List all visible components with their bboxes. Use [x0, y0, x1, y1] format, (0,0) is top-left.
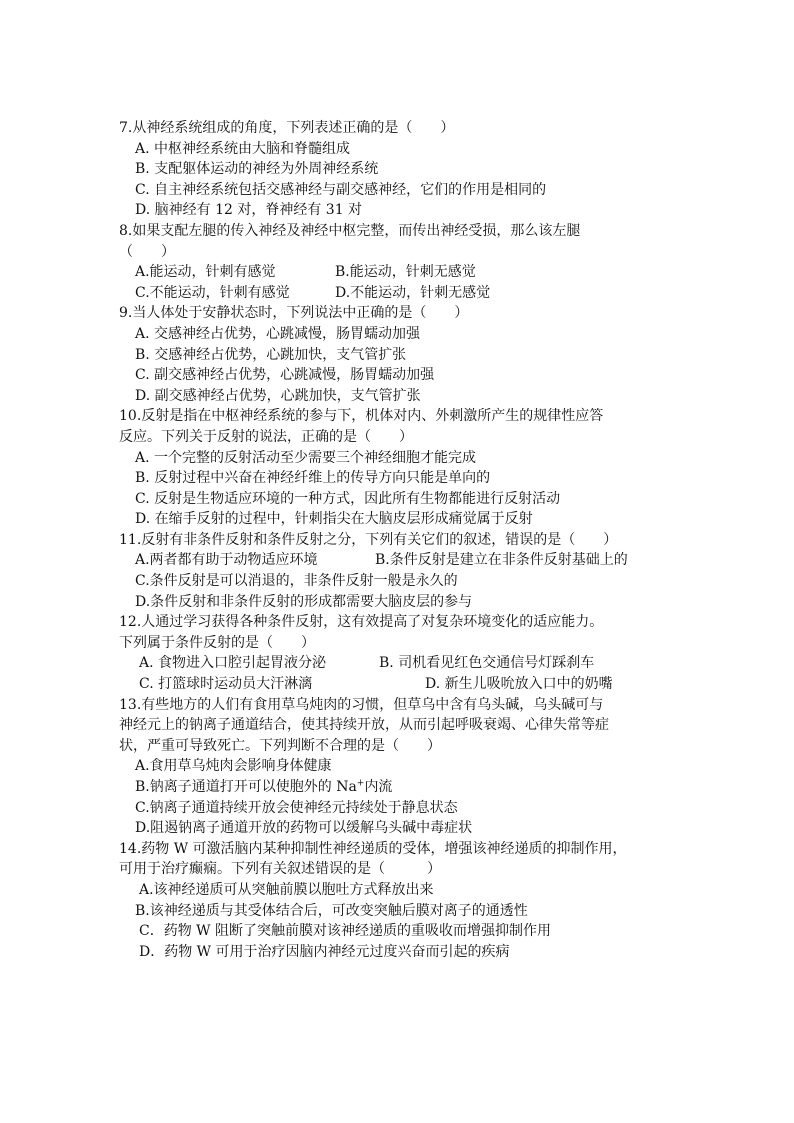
question-7-option-b: B. 支配躯体运动的神经为外周神经系统: [135, 161, 379, 178]
question-12-option-c: C. 打篮球时运动员大汗淋漓: [139, 676, 313, 693]
question-10-option-b: B. 反射过程中兴奋在神经纤维上的传导方向只能是单向的: [135, 470, 491, 487]
sodium-charge-superscript: +: [356, 778, 365, 789]
question-13-option-c: C.钠离子通道持续开放会使神经元持续处于静息状态: [135, 799, 458, 816]
question-12-option-a: A. 食物进入口腔引起胃液分泌: [139, 655, 327, 672]
question-7-stem: 7.从神经系统组成的角度，下列表述正确的是（ ）: [119, 120, 455, 136]
question-9-option-d: D. 副交感神经占优势，心跳加快，支气管扩张: [135, 387, 421, 404]
question-list: [119, 118, 689, 962]
question-9-stem: 9.当人体处于安静状态时，下列说法中正确的是（ ）: [119, 305, 469, 322]
question-11-option-d: D.条件反射和非条件反射的形成都需要大脑皮层的参与: [135, 593, 473, 610]
question-11-options-row-1: [135, 550, 689, 571]
question-12-stem-cont: 下列属于条件反射的是（ ）: [119, 634, 315, 651]
question-12-options-row-1: [139, 653, 689, 674]
question-14-option-a: A.该神经递质可从突触前膜以胞吐方式释放出来: [139, 881, 434, 898]
question-12-option-b: B. 司机看见红色交通信号灯踩刹车: [379, 655, 595, 672]
question-14-option-c: C．药物 W 阻断了突触前膜对该神经递质的重吸收而增强抑制作用: [139, 923, 552, 940]
question-7-option-a: A. 中枢神经系统由大脑和脊髓组成: [135, 140, 351, 157]
question-12-options-row-2: [139, 674, 689, 695]
question-10-option-c: C. 反射是生物适应环境的一种方式，因此所有生物都能进行反射活动: [135, 490, 561, 507]
question-14-stem: 14.药物 W 可激活脑内某种抑制性神经递质的受体，增强该神经递质的抑制作用，: [119, 840, 627, 857]
question-10-option-a: A. 一个完整的反射活动至少需要三个神经细胞才能完成: [135, 449, 477, 466]
question-8-option-d: D.不能运动，针刺无感觉: [335, 284, 491, 301]
question-12-option-d: D. 新生儿吸吮放入口中的奶嘴: [425, 676, 613, 693]
question-13-option-b-tail: 内流: [364, 779, 393, 795]
question-8-options-row-2: [135, 283, 689, 304]
question-9-option-c: C. 副交感神经占优势，心跳减慢，肠胃蠕动加强: [135, 367, 435, 384]
question-13-option-d: D.阻遏钠离子通道开放的药物可以缓解乌头碱中毒症状: [135, 820, 473, 837]
question-10-option-d: D. 在缩手反射的过程中，针刺指尖在大脑皮层形成痛觉属于反射: [135, 511, 533, 528]
question-11-stem: 11.反射有非条件反射和条件反射之分，下列有关它们的叙述，错误的是（ ）: [119, 531, 618, 548]
question-8-option-b: B.能运动，针刺无感觉: [335, 264, 476, 281]
question-13-option-a: A.食用草乌炖肉会影响身体健康: [135, 758, 332, 775]
question-9-option-b: B. 交感神经占优势，心跳加快，支气管扩张: [135, 346, 407, 363]
question-13-option-b: [135, 777, 689, 798]
question-10-stem: 10.反射是指在中枢神经系统的参与下，机体对内、外刺激所产生的规律性应答: [119, 408, 604, 425]
question-13-stem: 13.有些地方的人们有食用草乌炖肉的习惯，但草乌中含有乌头碱，乌头碱可与: [119, 696, 604, 713]
question-9-option-a: A. 交感神经占优势，心跳减慢，肠胃蠕动加强: [135, 325, 421, 342]
question-14-option-b: B.该神经递质与其受体结合后，可改变突触后膜对离子的通透性: [135, 902, 528, 919]
question-8-option-a: A.能运动，针刺有感觉: [135, 264, 276, 281]
question-8-options-row-1: [135, 262, 689, 283]
question-8-option-c: C.不能运动，针刺有感觉: [135, 284, 290, 301]
question-7-option-c: C. 自主神经系统包括交感神经与副交感神经，它们的作用是相同的: [135, 181, 547, 198]
question-11-option-b: B.条件反射是建立在非条件反射基础上的: [375, 552, 628, 569]
question-13-option-b-text: B.钠离子通道打开可以使胞外的 Na: [135, 779, 357, 795]
question-8-stem: 8.如果支配左腿的传入神经及神经中枢完整，而传出神经受损，那么该左腿: [119, 222, 581, 239]
question-11-option-a: A.两者都有助于动物适应环境: [135, 552, 318, 569]
question-14-stem-cont: 可用于治疗癫痫。下列有关叙述错误的是（ ）: [119, 861, 441, 878]
question-12-stem: 12.人通过学习获得各种条件反射，这有效提高了对复杂环境变化的适应能力。: [119, 614, 604, 631]
question-11-option-c: C.条件反射是可以消退的，非条件反射一般是永久的: [135, 573, 458, 590]
question-13-stem-cont-1: 神经元上的钠离子通道结合，使其持续开放，从而引起呼吸衰竭、心律失常等症: [119, 717, 609, 734]
question-14-option-d: D．药物 W 可用于治疗因脑内神经元过度兴奋而引起的疾病: [139, 943, 510, 960]
question-10-stem-cont: 反应。下列关于反射的说法，正确的是（ ）: [119, 428, 413, 445]
question-8-stem-cont: （ ）: [119, 243, 175, 260]
question-13-stem-cont-2: 状，严重可导致死亡。下列判断不合理的是（ ）: [119, 737, 441, 754]
question-7-option-d: D. 脑神经有 12 对，脊神经有 31 对: [135, 202, 363, 219]
